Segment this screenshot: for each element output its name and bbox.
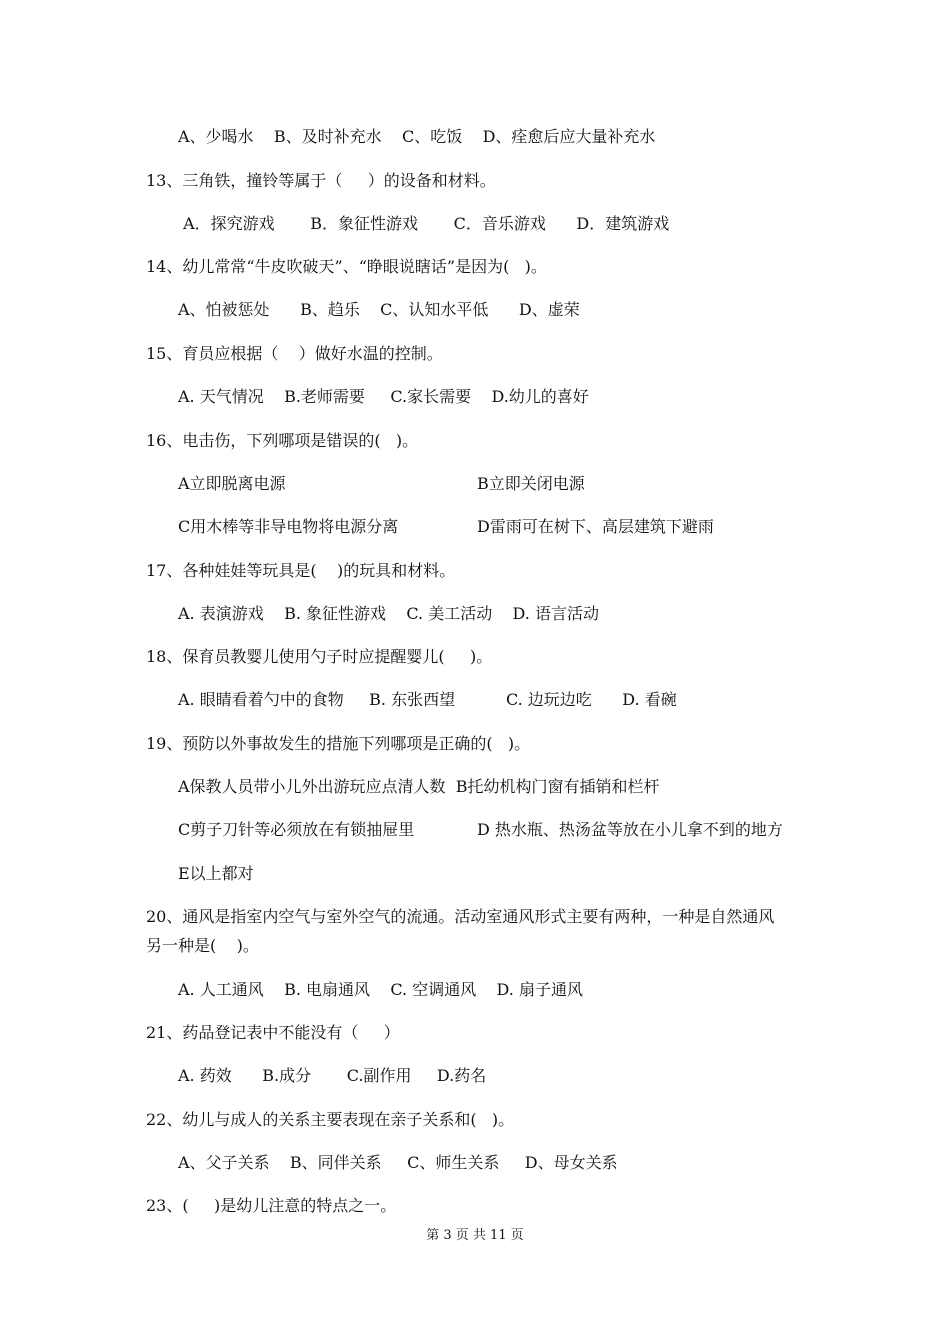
q20-question-line2: 另一种是( )。 [146, 936, 259, 955]
q17-question: 17、各种娃娃等玩具是( )的玩具和材料。 [146, 561, 456, 580]
q19-option-d: D 热水瓶、热汤盆等放在小儿拿不到的地方 [477, 820, 783, 839]
q21-question: 21、药品登记表中不能没有（ ） [146, 1023, 400, 1042]
q13-options: A．探究游戏 B．象征性游戏 C．音乐游戏 D．建筑游戏 [178, 214, 670, 233]
q15-options: A. 天气情况 B.老师需要 C.家长需要 D.幼儿的喜好 [178, 387, 589, 406]
q21-options: A. 药效 B.成分 C.副作用 D.药名 [178, 1066, 487, 1085]
q12-options: A、少喝水 B、及时补充水 C、吃饭 D、痊愈后应大量补充水 [178, 127, 656, 146]
q22-options: A、父子关系 B、同伴关系 C、师生关系 D、母女关系 [178, 1153, 618, 1172]
q22-question: 22、幼儿与成人的关系主要表现在亲子关系和( )。 [146, 1110, 515, 1129]
q16-option-d: D雷雨可在树下、高层建筑下避雨 [477, 517, 714, 536]
q16-option-c: C用木棒等非导电物将电源分离 [178, 517, 399, 536]
q19-option-c: C剪子刀针等必须放在有锁抽屉里 [178, 820, 415, 839]
q17-options: A. 表演游戏 B. 象征性游戏 C. 美工活动 D. 语言活动 [178, 604, 599, 623]
q20-options: A. 人工通风 B. 电扇通风 C. 空调通风 D. 扇子通风 [178, 980, 583, 999]
q18-options: A. 眼睛看着勺中的食物 B. 东张西望 C. 边玩边吃 D. 看碗 [178, 690, 677, 709]
q19-option-e: E以上都对 [178, 864, 254, 883]
q16-option-b: B立即关闭电源 [477, 474, 585, 493]
q23-question: 23、( )是幼儿注意的特点之一。 [146, 1196, 397, 1215]
q19-question: 19、预防以外事故发生的措施下列哪项是正确的( )。 [146, 734, 531, 753]
q14-question: 14、幼儿常常“牛皮吹破天”、“睁眼说瞎话”是因为( )。 [146, 257, 547, 276]
page-number-footer: 第 3 页 共 11 页 [426, 1228, 524, 1243]
q18-question: 18、保育员教婴儿使用勺子时应提醒婴儿( )。 [146, 647, 493, 666]
q16-question: 16、电击伤，下列哪项是错误的( )。 [146, 431, 419, 450]
q20-question-line1: 20、通风是指室内空气与室外空气的流通。活动室通风形式主要有两种，一种是自然通风 [146, 907, 775, 926]
q13-question: 13、三角铁，撞铃等属于（ ）的设备和材料。 [146, 171, 496, 190]
q14-options: A、怕被惩处 B、趋乐 C、认知水平低 D、虚荣 [178, 300, 580, 319]
q15-question: 15、育员应根据（ ）做好水温的控制。 [146, 344, 443, 363]
q19-options-ab: A保教人员带小儿外出游玩应点清人数 B托幼机构门窗有插销和栏杆 [178, 777, 660, 796]
q16-option-a: A立即脱离电源 [178, 474, 286, 493]
